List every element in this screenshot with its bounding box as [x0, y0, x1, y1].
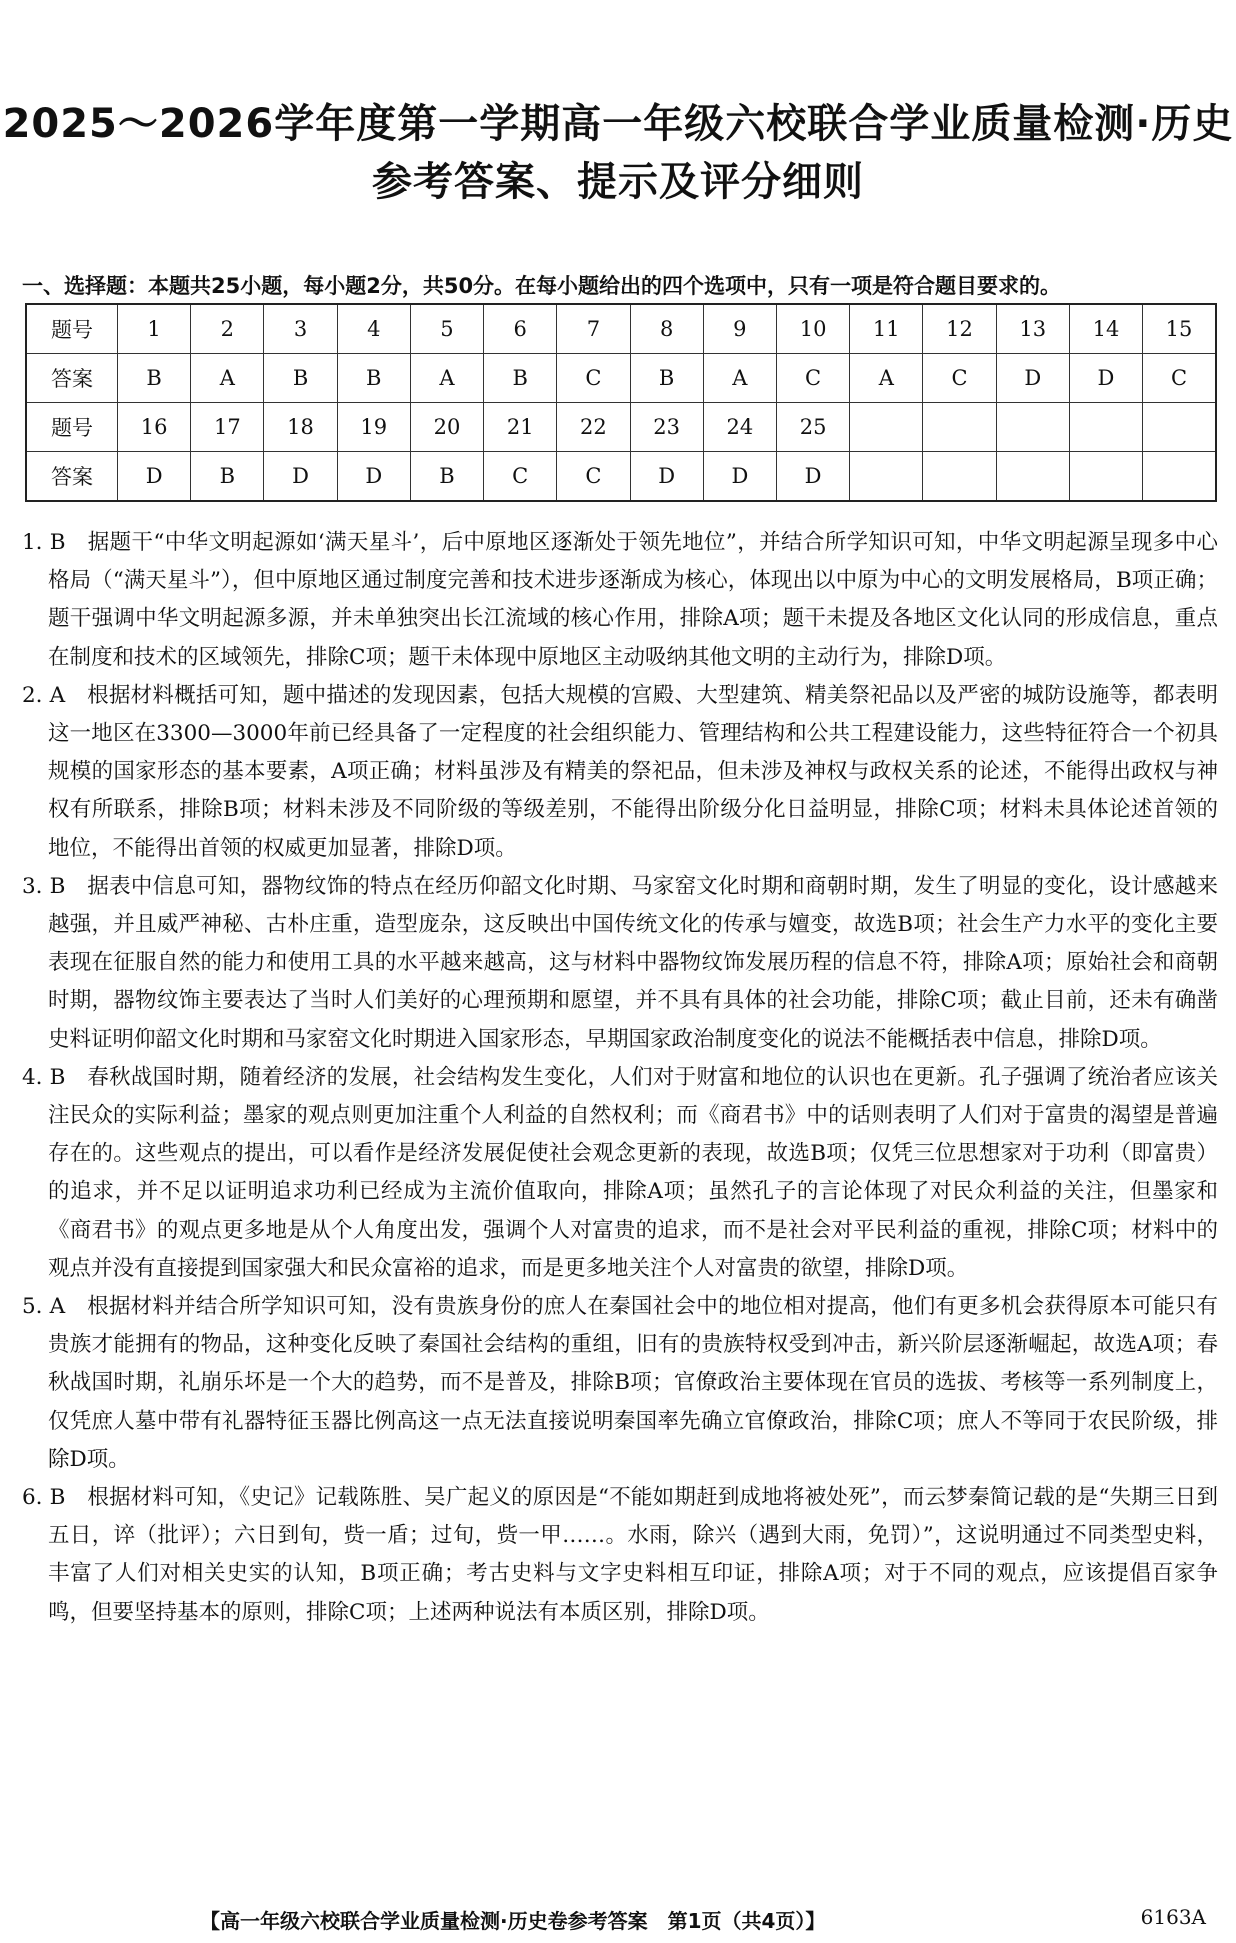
table-row-answers-1: [26, 354, 1216, 403]
table-cell: C: [484, 452, 557, 502]
explanation-2: 2. A 根据材料概括可知，题中描述的发现因素，包括大规模的宫殿、大型建筑、精美祭祀品以及严密的城防设施等，都表明这一地区在3300—3000年前已经具备了一定程度的社会组织能力、管理结构和公共工程建设能力，这些特征符合一个初具规模的国家形态的基本要素，A项正确；材料虽涉及有精美的祭祀品，但未涉及神权与政权关系的论述，不能得出政权与神权有所联系，排除B项；材料未涉及不同阶级的等级差别，不能得出阶级分化日益明显，排除C项；材料未具体论述首领的地位，不能得出首领的权威更加显著，排除D项。: [22, 682, 1218, 861]
table-cell: 21: [484, 403, 557, 452]
explanations: [22, 524, 1218, 1632]
table-cell: D: [1069, 354, 1142, 403]
table-cell: C: [776, 354, 849, 403]
table-cell: 7: [557, 304, 630, 354]
table-cell: B: [264, 354, 337, 403]
title-line-1: 2025～2026学年度第一学期高一年级六校联合学业质量检测·历史: [2, 101, 1234, 147]
table-cell: A: [703, 354, 776, 403]
footer-text: 【高一年级六校联合学业质量检测·历史卷参考答案 第1页（共4页）】: [200, 1909, 826, 1933]
table-cell: A: [191, 354, 264, 403]
table-cell: 5: [410, 304, 483, 354]
table-cell: 11: [850, 304, 923, 354]
table-cell: 4: [337, 304, 410, 354]
table-cell: [923, 452, 996, 502]
footer-code: 6163A: [1140, 1905, 1206, 1929]
table-cell: 19: [337, 403, 410, 452]
table-cell: 2: [191, 304, 264, 354]
table-cell: 16: [118, 403, 191, 452]
explanation-3: 3. B 据表中信息可知，器物纹饰的特点在经历仰韶文化时期、马家窑文化时期和商朝时期，发生了明显的变化，设计感越来越强，并且威严神秘、古朴庄重，造型庞杂，这反映出中国传统文化的传承与嬗变，故选B项；社会生产力水平的变化主要表现在征服自然的能力和使用工具的水平越来越高，这与材料中器物纹饰发展历程的信息不符，排除A项；原始社会和商朝时期，器物纹饰主要表达了当时人们美好的心理预期和愿望，并不具有具体的社会功能，排除C项；截止目前，还未有确凿史料证明仰韶文化时期和马家窑文化时期进入国家形态，早期国家政治制度变化的说法不能概括表中信息，排除D项。: [22, 873, 1218, 1052]
table-cell: [923, 403, 996, 452]
table-cell: [996, 403, 1069, 452]
table-cell: D: [996, 354, 1069, 403]
table-cell: [1143, 452, 1216, 502]
table-cell: A: [410, 354, 483, 403]
table-cell: [850, 403, 923, 452]
table-cell: 24: [703, 403, 776, 452]
table-cell: C: [557, 452, 630, 502]
table-cell: B: [630, 354, 703, 403]
table-cell: 13: [996, 304, 1069, 354]
table-cell: 8: [630, 304, 703, 354]
table-cell: A: [850, 354, 923, 403]
table-cell: B: [337, 354, 410, 403]
table-cell: [1069, 403, 1142, 452]
table-row-question-numbers-1: [26, 304, 1216, 354]
table-cell: 18: [264, 403, 337, 452]
table-cell: [1143, 403, 1216, 452]
table-cell: D: [703, 452, 776, 502]
table-cell: C: [557, 354, 630, 403]
table-cell: D: [118, 452, 191, 502]
explanation-4: 4. B 春秋战国时期，随着经济的发展，社会结构发生变化，人们对于财富和地位的认识也在更新。孔子强调了统治者应该关注民众的实际利益；墨家的观点则更加注重个人利益的自然权利；而《商君书》中的话则表明了人们对于富贵的渴望是普遍存在的。这些观点的提出，可以看作是经济发展促使社会观念更新的表现，故选B项；仅凭三位思想家对于功利（即富贵）的追求，并不足以证明追求功利已经成为主流价值取向，排除A项；虽然孔子的言论体现了对民众利益的关注，但墨家和《商君书》的观点更多地是从个人角度出发，强调个人对富贵的追求，而不是社会对平民利益的重视，排除C项；材料中的观点并没有直接提到国家强大和民众富裕的追求，而是更多地关注个人对富贵的欲望，排除D项。: [22, 1064, 1218, 1281]
title-line-2: 参考答案、提示及评分细则: [372, 159, 864, 205]
table-cell: [1069, 452, 1142, 502]
table-cell: B: [118, 354, 191, 403]
table-cell: B: [410, 452, 483, 502]
table-cell: 答案: [26, 452, 118, 502]
answer-table: [25, 303, 1217, 502]
table-cell: 23: [630, 403, 703, 452]
table-cell: 17: [191, 403, 264, 452]
table-cell: D: [337, 452, 410, 502]
table-cell: D: [776, 452, 849, 502]
section-heading: 一、选择题：本题共25小题，每小题2分，共50分。在每小题给出的四个选项中，只有一项是符合题目要求的。: [22, 274, 1062, 298]
table-cell: B: [191, 452, 264, 502]
table-cell: D: [630, 452, 703, 502]
table-cell: 20: [410, 403, 483, 452]
table-cell: 6: [484, 304, 557, 354]
table-cell: 题号: [26, 403, 118, 452]
table-cell: 9: [703, 304, 776, 354]
table-cell: [850, 452, 923, 502]
table-cell: [996, 452, 1069, 502]
table-row-question-numbers-2: [26, 403, 1216, 452]
table-cell: D: [264, 452, 337, 502]
table-cell: 题号: [26, 304, 118, 354]
table-cell: C: [923, 354, 996, 403]
table-cell: C: [1143, 354, 1216, 403]
table-cell: 15: [1143, 304, 1216, 354]
table-cell: 答案: [26, 354, 118, 403]
table-cell: 1: [118, 304, 191, 354]
table-cell: 10: [776, 304, 849, 354]
table-row-answers-2: [26, 452, 1216, 502]
explanation-1: 1. B 据题干“中华文明起源如‘满天星斗’，后中原地区逐渐处于领先地位”，并结合所学知识可知，中华文明起源呈现多中心格局（“满天星斗”），但中原地区通过制度完善和技术进步逐渐成为核心，体现出以中原为中心的文明发展格局，B项正确；题干强调中华文明起源多源，并未单独突出长江流域的核心作用，排除A项；题干未提及各地区文化认同的形成信息，重点在制度和技术的区域领先，排除C项；题干未体现中原地区主动吸纳其他文明的主动行为，排除D项。: [22, 530, 1218, 670]
table-cell: B: [484, 354, 557, 403]
table-cell: 14: [1069, 304, 1142, 354]
table-cell: 22: [557, 403, 630, 452]
table-cell: 25: [776, 403, 849, 452]
explanation-5: 5. A 根据材料并结合所学知识可知，没有贵族身份的庶人在秦国社会中的地位相对提高，他们有更多机会获得原本可能只有贵族才能拥有的物品，这种变化反映了秦国社会结构的重组，旧有的贵族特权受到冲击，新兴阶层逐渐崛起，故选A项；春秋战国时期，礼崩乐坏是一个大的趋势，而不是普及，排除B项；官僚政治主要体现在官员的选拔、考核等一系列制度上，仅凭庶人墓中带有礼器特征玉器比例高这一点无法直接说明秦国率先确立官僚政治，排除C项；庶人不等同于农民阶级，排除D项。: [22, 1294, 1218, 1472]
table-cell: 3: [264, 304, 337, 354]
explanation-6: 6. B 根据材料可知，《史记》记载陈胜、吴广起义的原因是“不能如期赶到成地将被处死”，而云梦秦简记载的是“失期三日到五日，谇（批评）；六日到旬，赀一盾；过旬，赀一甲……。水雨，除兴（遇到大雨，免罚）”，这说明通过不同类型史料，丰富了人们对相关史实的认知，B项正确；考古史料与文字史料相互印证，排除A项；对于不同的观点，应该提倡百家争鸣，但要坚持基本的原则，排除C项；上述两种说法有本质区别，排除D项。: [22, 1485, 1218, 1625]
table-cell: 12: [923, 304, 996, 354]
